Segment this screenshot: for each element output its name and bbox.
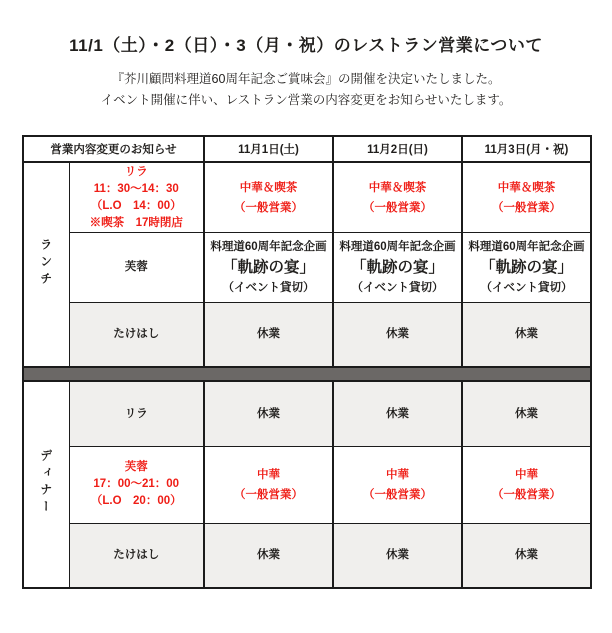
- status-line: 休業: [257, 328, 280, 340]
- status-cell: [204, 381, 333, 446]
- restaurant-last-order: （L.O 20：00）: [90, 495, 182, 508]
- restaurant-name: たけはし: [113, 549, 160, 561]
- status-cell: [333, 381, 462, 446]
- event-title: 「軌跡の宴」: [479, 258, 573, 276]
- status-cell: [462, 302, 591, 367]
- restaurant-hours: 17：00～21：00: [93, 478, 180, 491]
- status-cell: [462, 232, 591, 302]
- status-cell: [462, 523, 591, 588]
- intro-text: [0, 69, 612, 110]
- table-row: [23, 523, 591, 588]
- status-line: （一般営業）: [492, 201, 561, 214]
- intro-line-1: 『芥川顧問料理道60周年記念ご賞味会』の開催を決定いたしました。: [111, 72, 501, 86]
- status-line: 料理道60周年記念企画: [210, 240, 327, 253]
- lunch-section-label: ランチ: [38, 237, 53, 289]
- event-title: 「軌跡の宴」: [350, 258, 444, 276]
- table-row: [23, 232, 591, 302]
- status-cell: [462, 162, 591, 232]
- status-line: 休業: [515, 407, 538, 420]
- restaurant-name: 芙蓉: [124, 461, 148, 474]
- status-line: 料理道60周年記念企画: [468, 240, 585, 253]
- status-line: 休業: [257, 407, 280, 420]
- lunch-label-cell: [23, 162, 69, 367]
- notice-header-cell: 営業内容変更のお知らせ: [23, 136, 204, 162]
- intro-line-2: イベント開催に伴い、レストラン営業の内容変更をお知らせいたします。: [100, 92, 512, 107]
- restaurant-cell: [69, 232, 204, 302]
- separator-fill: [23, 367, 591, 381]
- status-line: 中華＆喫茶: [239, 181, 298, 194]
- status-line: （一般営業）: [363, 488, 432, 501]
- status-line: （一般営業）: [492, 488, 561, 501]
- status-line: 料理道60周年記念企画: [339, 240, 456, 253]
- status-line: 休業: [386, 328, 409, 340]
- status-line: （一般営業）: [234, 201, 303, 214]
- status-line: 中華: [257, 468, 280, 481]
- status-line: 休業: [257, 549, 280, 561]
- restaurant-name: リラ: [124, 165, 148, 178]
- date-header-cell: 11月3日(月・祝): [462, 136, 591, 162]
- restaurant-schedule-table: [22, 135, 592, 589]
- status-line: 休業: [386, 549, 409, 561]
- status-line: 中華＆喫茶: [497, 181, 556, 194]
- restaurant-last-order: （L.O 14：00）: [90, 199, 182, 212]
- table-row: [23, 162, 591, 232]
- dinner-section-label: ディナー: [38, 449, 53, 518]
- restaurant-hours: 11：30～14：30: [93, 182, 179, 195]
- status-cell: [333, 232, 462, 302]
- restaurant-name: リラ: [124, 407, 148, 420]
- page-title: 11/1（土）・2（日）・3（月・祝）のレストラン営業について: [69, 36, 543, 55]
- status-line: 中華: [386, 468, 409, 481]
- table-header-row: [23, 136, 591, 162]
- restaurant-cell: [69, 446, 204, 523]
- status-cell: [204, 446, 333, 523]
- restaurant-cell: [69, 162, 204, 232]
- status-line: 休業: [515, 549, 538, 561]
- status-line: 中華＆喫茶: [368, 181, 427, 194]
- status-line: （イベント貸切）: [222, 281, 315, 294]
- status-line: （イベント貸切）: [480, 281, 573, 294]
- status-cell: [204, 162, 333, 232]
- restaurant-cell: [69, 523, 204, 588]
- table-row: [23, 381, 591, 446]
- status-cell: [333, 523, 462, 588]
- status-cell: [333, 446, 462, 523]
- restaurant-cell: [69, 302, 204, 367]
- date-header-cell: 11月1日(土): [204, 136, 333, 162]
- restaurant-cell: [69, 381, 204, 446]
- restaurant-name: たけはし: [113, 328, 160, 340]
- status-cell: [204, 523, 333, 588]
- event-title: 「軌跡の宴」: [221, 258, 315, 276]
- status-line: 休業: [515, 328, 538, 340]
- status-cell: [333, 302, 462, 367]
- status-cell: [462, 381, 591, 446]
- date-header-cell: 11月2日(日): [333, 136, 462, 162]
- restaurant-note: ※喫茶 17時閉店: [89, 216, 183, 229]
- section-separator-band: [23, 367, 591, 381]
- status-cell: [333, 162, 462, 232]
- table-row: [23, 446, 591, 523]
- table-row: [23, 302, 591, 367]
- status-cell: [462, 446, 591, 523]
- dinner-label-cell: [23, 381, 69, 588]
- status-line: 中華: [515, 468, 538, 481]
- status-cell: [204, 302, 333, 367]
- status-line: 休業: [386, 407, 409, 420]
- status-line: （一般営業）: [234, 488, 303, 501]
- status-line: （イベント貸切）: [351, 281, 444, 294]
- restaurant-name: 芙蓉: [124, 260, 148, 273]
- status-cell: [204, 232, 333, 302]
- status-line: （一般営業）: [363, 201, 432, 214]
